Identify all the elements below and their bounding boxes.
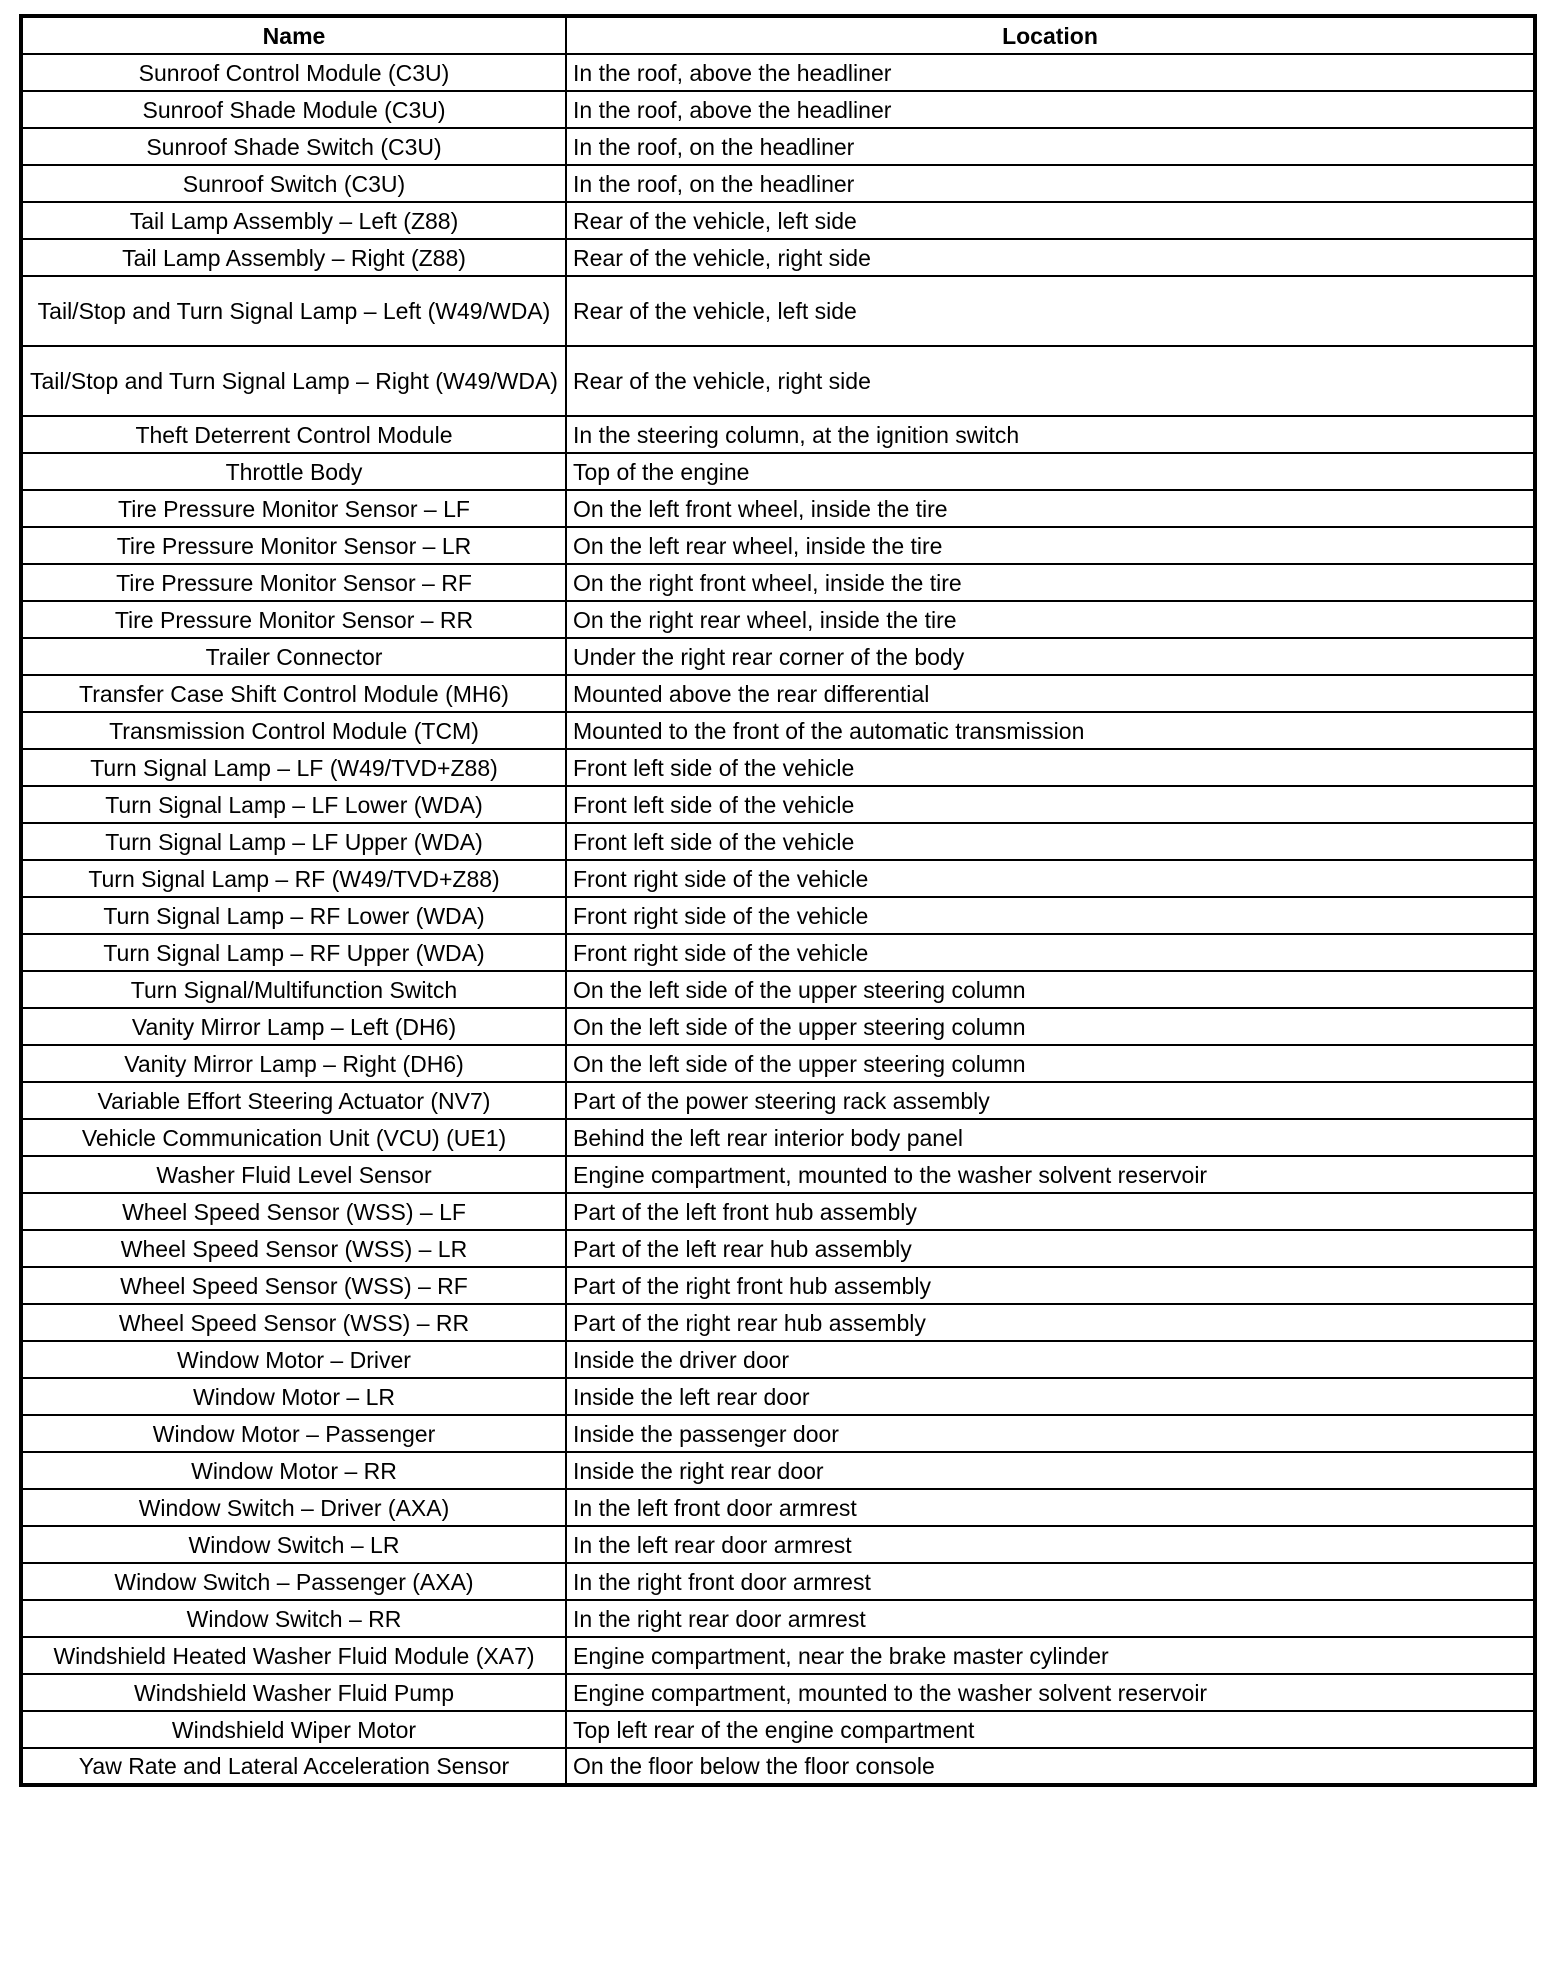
table-row	[21, 346, 1535, 416]
component-location-cell: Rear of the vehicle, left side	[566, 202, 1535, 239]
table-row	[21, 1489, 1535, 1526]
table-row	[21, 1748, 1535, 1785]
component-location-cell: Part of the right rear hub assembly	[566, 1304, 1535, 1341]
component-name-cell: Sunroof Switch (C3U)	[21, 165, 566, 202]
table-row	[21, 601, 1535, 638]
component-location-cell: In the left front door armrest	[566, 1489, 1535, 1526]
table-row	[21, 276, 1535, 346]
table-row	[21, 638, 1535, 675]
table-row	[21, 823, 1535, 860]
component-name-cell: Throttle Body	[21, 453, 566, 490]
component-name-cell: Window Switch – Driver (AXA)	[21, 1489, 566, 1526]
table-row	[21, 1304, 1535, 1341]
component-name-cell: Windshield Washer Fluid Pump	[21, 1674, 566, 1711]
component-name-cell: Turn Signal Lamp – RF Upper (WDA)	[21, 934, 566, 971]
component-name-cell: Vanity Mirror Lamp – Left (DH6)	[21, 1008, 566, 1045]
table-row	[21, 897, 1535, 934]
table-row	[21, 1526, 1535, 1563]
location-column-header: Location	[566, 16, 1535, 54]
component-location-cell: Part of the power steering rack assembly	[566, 1082, 1535, 1119]
table-row	[21, 91, 1535, 128]
component-name-cell: Window Motor – RR	[21, 1452, 566, 1489]
component-name-cell: Washer Fluid Level Sensor	[21, 1156, 566, 1193]
component-name-cell: Tail/Stop and Turn Signal Lamp – Right (W49/WDA)	[21, 346, 566, 416]
table-row	[21, 786, 1535, 823]
table-row	[21, 934, 1535, 971]
component-location-cell: Inside the left rear door	[566, 1378, 1535, 1415]
component-location-cell: On the right front wheel, inside the tire	[566, 564, 1535, 601]
table-row	[21, 1378, 1535, 1415]
component-name-cell: Vanity Mirror Lamp – Right (DH6)	[21, 1045, 566, 1082]
table-row	[21, 1637, 1535, 1674]
component-location-cell: In the roof, on the headliner	[566, 165, 1535, 202]
component-name-cell: Tire Pressure Monitor Sensor – LF	[21, 490, 566, 527]
component-name-cell: Window Switch – RR	[21, 1600, 566, 1637]
component-name-cell: Tire Pressure Monitor Sensor – RR	[21, 601, 566, 638]
table-row	[21, 1008, 1535, 1045]
component-location-cell: Rear of the vehicle, left side	[566, 276, 1535, 346]
table-row	[21, 239, 1535, 276]
component-location-cell: In the roof, on the headliner	[566, 128, 1535, 165]
component-location-cell: Front left side of the vehicle	[566, 749, 1535, 786]
component-location-cell: Behind the left rear interior body panel	[566, 1119, 1535, 1156]
component-location-cell: On the left side of the upper steering column	[566, 1008, 1535, 1045]
component-name-cell: Turn Signal Lamp – LF (W49/TVD+Z88)	[21, 749, 566, 786]
component-location-cell: Engine compartment, near the brake master cylinder	[566, 1637, 1535, 1674]
component-location-cell: On the left side of the upper steering column	[566, 971, 1535, 1008]
component-name-cell: Turn Signal Lamp – RF Lower (WDA)	[21, 897, 566, 934]
table-row	[21, 1193, 1535, 1230]
component-location-cell: In the right front door armrest	[566, 1563, 1535, 1600]
component-name-cell: Window Switch – LR	[21, 1526, 566, 1563]
component-location-cell: Engine compartment, mounted to the washer solvent reservoir	[566, 1156, 1535, 1193]
component-location-cell: On the left side of the upper steering column	[566, 1045, 1535, 1082]
component-name-cell: Turn Signal Lamp – RF (W49/TVD+Z88)	[21, 860, 566, 897]
table-row	[21, 675, 1535, 712]
component-location-cell: On the right rear wheel, inside the tire	[566, 601, 1535, 638]
table-row	[21, 165, 1535, 202]
table-row	[21, 128, 1535, 165]
component-location-cell: Front right side of the vehicle	[566, 934, 1535, 971]
table-row	[21, 1156, 1535, 1193]
component-location-cell: In the roof, above the headliner	[566, 91, 1535, 128]
component-location-cell: Part of the right front hub assembly	[566, 1267, 1535, 1304]
component-name-cell: Sunroof Control Module (C3U)	[21, 54, 566, 91]
component-location-cell: On the floor below the floor console	[566, 1748, 1535, 1785]
component-name-cell: Turn Signal Lamp – LF Lower (WDA)	[21, 786, 566, 823]
table-row	[21, 527, 1535, 564]
component-location-cell: Inside the driver door	[566, 1341, 1535, 1378]
component-name-cell: Window Motor – Passenger	[21, 1415, 566, 1452]
table-row	[21, 416, 1535, 453]
table-row	[21, 54, 1535, 91]
component-location-table	[19, 14, 1537, 1787]
component-location-cell: Front left side of the vehicle	[566, 786, 1535, 823]
component-name-cell: Wheel Speed Sensor (WSS) – RR	[21, 1304, 566, 1341]
component-name-cell: Vehicle Communication Unit (VCU) (UE1)	[21, 1119, 566, 1156]
component-name-cell: Window Motor – Driver	[21, 1341, 566, 1378]
component-name-cell: Transfer Case Shift Control Module (MH6)	[21, 675, 566, 712]
name-column-header: Name	[21, 16, 566, 54]
component-location-cell: On the left front wheel, inside the tire	[566, 490, 1535, 527]
component-name-cell: Tire Pressure Monitor Sensor – RF	[21, 564, 566, 601]
table-row	[21, 1415, 1535, 1452]
table-row	[21, 860, 1535, 897]
table-row	[21, 202, 1535, 239]
component-name-cell: Tire Pressure Monitor Sensor – LR	[21, 527, 566, 564]
component-location-cell: Inside the right rear door	[566, 1452, 1535, 1489]
component-location-cell: In the right rear door armrest	[566, 1600, 1535, 1637]
table-row	[21, 1045, 1535, 1082]
component-name-cell: Windshield Heated Washer Fluid Module (XA7)	[21, 1637, 566, 1674]
table-row	[21, 490, 1535, 527]
component-location-cell: Rear of the vehicle, right side	[566, 346, 1535, 416]
table-row	[21, 712, 1535, 749]
component-location-cell: In the left rear door armrest	[566, 1526, 1535, 1563]
table-row	[21, 1119, 1535, 1156]
component-name-cell: Turn Signal/Multifunction Switch	[21, 971, 566, 1008]
table-row	[21, 971, 1535, 1008]
table-row	[21, 1674, 1535, 1711]
component-location-cell: Under the right rear corner of the body	[566, 638, 1535, 675]
component-name-cell: Trailer Connector	[21, 638, 566, 675]
component-location-cell: In the roof, above the headliner	[566, 54, 1535, 91]
component-name-cell: Window Switch – Passenger (AXA)	[21, 1563, 566, 1600]
component-name-cell: Wheel Speed Sensor (WSS) – RF	[21, 1267, 566, 1304]
table-row	[21, 1711, 1535, 1748]
component-name-cell: Sunroof Shade Switch (C3U)	[21, 128, 566, 165]
table-row	[21, 1082, 1535, 1119]
component-name-cell: Transmission Control Module (TCM)	[21, 712, 566, 749]
component-name-cell: Wheel Speed Sensor (WSS) – LR	[21, 1230, 566, 1267]
component-name-cell: Window Motor – LR	[21, 1378, 566, 1415]
table-row	[21, 1230, 1535, 1267]
table-row	[21, 1600, 1535, 1637]
component-name-cell: Turn Signal Lamp – LF Upper (WDA)	[21, 823, 566, 860]
table-body	[21, 54, 1535, 1785]
component-location-cell: In the steering column, at the ignition switch	[566, 416, 1535, 453]
component-location-cell: Rear of the vehicle, right side	[566, 239, 1535, 276]
table-row	[21, 1452, 1535, 1489]
component-name-cell: Wheel Speed Sensor (WSS) – LF	[21, 1193, 566, 1230]
component-location-cell: Front left side of the vehicle	[566, 823, 1535, 860]
component-name-cell: Tail/Stop and Turn Signal Lamp – Left (W49/WDA)	[21, 276, 566, 346]
component-name-cell: Theft Deterrent Control Module	[21, 416, 566, 453]
component-location-cell: Mounted to the front of the automatic transmission	[566, 712, 1535, 749]
component-location-cell: Part of the left rear hub assembly	[566, 1230, 1535, 1267]
component-location-cell: On the left rear wheel, inside the tire	[566, 527, 1535, 564]
table-row	[21, 749, 1535, 786]
table-row	[21, 1267, 1535, 1304]
component-location-cell: Front right side of the vehicle	[566, 860, 1535, 897]
component-name-cell: Tail Lamp Assembly – Left (Z88)	[21, 202, 566, 239]
component-location-cell: Inside the passenger door	[566, 1415, 1535, 1452]
table-row	[21, 1341, 1535, 1378]
header-row	[21, 16, 1535, 54]
component-location-cell: Engine compartment, mounted to the washer solvent reservoir	[566, 1674, 1535, 1711]
component-location-cell: Part of the left front hub assembly	[566, 1193, 1535, 1230]
table-row	[21, 1563, 1535, 1600]
component-location-cell: Front right side of the vehicle	[566, 897, 1535, 934]
component-name-cell: Sunroof Shade Module (C3U)	[21, 91, 566, 128]
component-name-cell: Windshield Wiper Motor	[21, 1711, 566, 1748]
component-name-cell: Tail Lamp Assembly – Right (Z88)	[21, 239, 566, 276]
component-location-cell: Mounted above the rear differential	[566, 675, 1535, 712]
component-location-cell: Top left rear of the engine compartment	[566, 1711, 1535, 1748]
component-name-cell: Variable Effort Steering Actuator (NV7)	[21, 1082, 566, 1119]
component-location-cell: Top of the engine	[566, 453, 1535, 490]
component-name-cell: Yaw Rate and Lateral Acceleration Sensor	[21, 1748, 566, 1785]
table-row	[21, 453, 1535, 490]
table-row	[21, 564, 1535, 601]
